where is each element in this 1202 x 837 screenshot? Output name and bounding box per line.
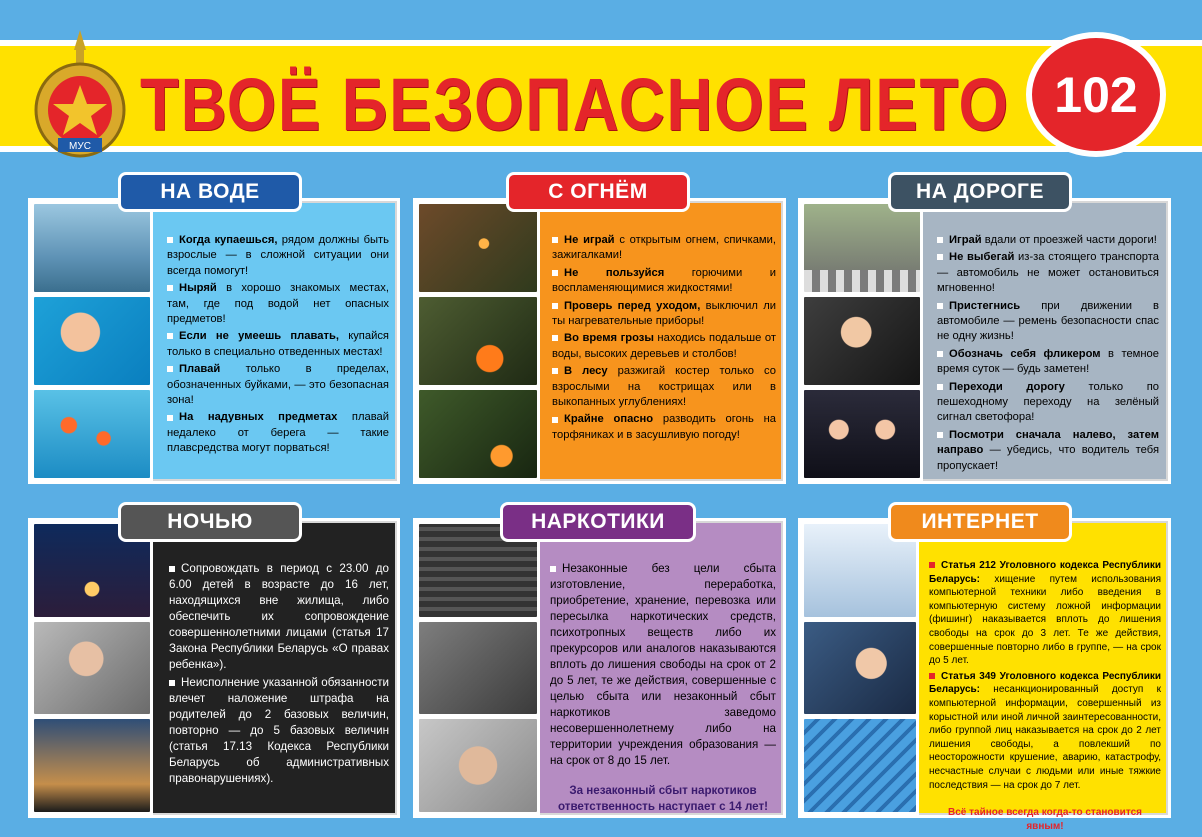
night-rule [169,561,389,673]
water-rule [167,329,389,360]
water-rule-text: плавай недалеко от берега — такие плавсредства могут порваться! [167,411,389,455]
bullet-icon [552,237,558,243]
tab-drugs: НАРКОТИКИ [500,502,696,542]
fire-rule-bold: Не пользуйся [564,266,665,279]
internet-note: Всё тайное всегда когда-то становится явным! [948,807,1142,832]
fire-rule-bold: Крайне опасно [564,413,654,426]
drugs-note: За незаконный сбыт наркотиков ответственность наступает с 14 лет! [557,784,768,813]
photo-flicker-children [804,390,920,478]
road-rule-text: в темное время суток — будь заметен! [937,347,1159,376]
tab-fire: С ОГНЁМ [506,172,690,212]
road-rule-bold: Пристегнись [949,299,1021,312]
water-rule-text: только в пределах, обозначенных буйками, — это безопасная зона! [167,363,389,407]
bullet-icon [552,303,558,309]
bullet-icon [552,417,558,423]
photo-children-pool [34,297,150,385]
road-rule-bold: Играй [949,234,982,246]
fire-rule-text: выключил ли ты нагревательные приборы! [552,299,777,328]
tab-night: НОЧЬЮ [118,502,302,542]
water-rule-bold: Плавай [179,363,221,376]
bullet-icon [550,566,556,572]
bullet-icon [167,333,173,339]
night-rule-text: Неисполнение указанной обязанности влечет наложение штрафа на родителей до 2 базовых величин, повторно — до 5 базовых величин (статья 17.13 Кодекса Республики Беларусь об административных правонарушениях). [169,676,389,785]
road-rule [937,299,1159,345]
road-rule [937,380,1159,426]
panel-road [798,198,1171,484]
water-rule [167,233,389,279]
fire-rule-text: горючими и воспламеняющимися жидкостями! [552,266,776,295]
panel-night [28,518,400,818]
water-rule-text: рядом должны быть взрослые — в сложной ситуации они всегда помогут! [167,234,389,277]
road-rules [937,233,1159,476]
bullet-icon [937,303,943,309]
internet-rules [929,559,1161,835]
water-rule-bold: Когда купаешься, [179,234,278,246]
photo-handcuffs [419,719,537,812]
photo-crosswalk [804,204,920,292]
fire-rule-text: разводить огонь на торфяниках и в засушливую погоду! [552,413,776,441]
water-rules [167,233,389,459]
internet-rule-bold: Статья 349 Уголовного кодекса Республики Беларусь: [929,670,1161,696]
fire-rule-text: находись подальше от воды, высоких деревьев и столбов! [552,332,776,360]
internet-rule-bold: Статья 212 Уголовного кодекса Республики Беларусь: [929,560,1161,585]
photo-campfire-children [419,297,537,385]
bullet-icon [937,351,943,357]
photo-boy-matches [419,204,537,292]
tab-internet: ИНТЕРНЕТ [888,502,1072,542]
bullet-icon [167,366,173,372]
bullet-icon [167,237,173,243]
bullet-icon [929,673,935,679]
water-rule-bold: Ныряй [179,282,217,295]
water-rule-text: купайся только в специально отведенных местах! [167,330,389,358]
bullet-icon [929,562,935,568]
photo-forest-fire [419,390,537,478]
water-rule [167,362,389,408]
road-rule-text: — убедись, что водитель тебя пропускает! [937,444,1159,472]
bullet-icon [937,237,943,243]
bullet-icon [552,368,558,374]
night-rule-text: Сопровождать в период с 23.00 до 6.00 детей в возрасте до 16 лет, находящихся вне жилища, либо обеспечить их сопровождение совершеннолетними лицами (статья 17 Закона Республики Беларусь «О правах ребенка»). [169,562,389,671]
emergency-number-badge: 102 [1026,32,1166,157]
fire-rule-bold: Во время грозы [564,332,654,345]
road-rule [937,428,1159,474]
road-rule-text: только по пешеходному переходу на зелёный сигнал светофора! [937,380,1159,424]
photo-buoys [34,390,150,478]
fire-rule-text: разжигай костер только со взрослыми на кострищах или в выкопанных углублениях! [552,365,776,409]
drugs-rule-text: Незаконные без цели сбыта изготовление, переработка, приобретение, хранение, перевозка или пересылка наркотических средств, психотропных веществ либо их прекурсоров или аналогов наказываются вплоть до лишения свободы на срок от 2 до 5 лет, те же действия, совершенные с целью сбыта или незаконный сбыт наркотиков заведомо несовершеннолетнему либо на территории учреждения образования — на срок от 8 до 15 лет. [550,562,776,767]
road-rule-bold: Переходи дорогу [949,380,1065,393]
bullet-icon [552,335,558,341]
fire-rule-bold: Не играй [564,234,615,246]
bullet-icon [169,566,175,572]
road-rule-text: из-за стоящего транспорта — автомобиль не может остановиться мгновенно! [937,251,1159,295]
road-rule-bold: Обозначь себя фликером [949,347,1101,360]
fire-rule [552,364,776,410]
fire-rule [552,412,776,443]
emblem-label: МУС [69,141,91,152]
road-rule-bold: Посмотри сначала налево, затем направо [937,428,1159,457]
tab-water: НА ВОДЕ [118,172,302,212]
drugs-rules [550,561,776,817]
road-rule [937,233,1159,248]
panel-internet [798,518,1171,832]
internet-rule-text: хищение путем использования компьютерной техники либо введения в компьютерную систему ложной информации (фишинг) наказывается вплоть до лишения свободы на срок до 3 лет. Те же действия, совершенные повторно либо в группе, — на срок до 5 лет. [929,573,1161,667]
police-emblem [30,30,130,160]
fire-rule-text: с открытым огнем, спичками, зажигалками! [552,234,776,262]
fire-rules [552,233,776,445]
bullet-icon [937,384,943,390]
bullet-icon [169,680,175,686]
water-rule-bold: Если не умеешь плавать, [179,330,339,343]
photo-woman-watch [34,622,150,715]
fire-rule [552,299,776,330]
night-rules [169,561,389,789]
water-rule [167,410,389,456]
photo-seatbelt [804,297,920,385]
internet-rule-text: несанкционированный доступ к компьютерной информации, совершенный из корыстной или иной личной заинтересованности, либо группой лиц наказывается на срок до 2 лет лишения свободы, а повлекший по неосторожности крушение, аварию, катастрофу, несчастные случаи с людьми или иные тяжкие последствия — на срок до 7 лет. [929,684,1161,791]
panel-drugs [413,518,786,818]
bullet-icon [167,415,173,421]
page-title: ТВОЁ БЕЗОПАСНОЕ ЛЕТО [140,63,1010,146]
fire-rule-bold: Проверь перед уходом, [564,299,701,312]
fire-rule [552,266,776,297]
road-rule [937,347,1159,378]
fire-rule [552,331,776,362]
photo-night-silhouettes [34,719,150,812]
fire-rule-bold: В лесу [564,365,608,378]
photo-drug-deal [419,622,537,715]
water-rule-text: в хорошо знакомых местах, там, где под водой нет опасных предметов! [167,282,389,326]
tab-road: НА ДОРОГЕ [888,172,1072,212]
road-rule [937,250,1159,296]
internet-rule [929,559,1161,668]
panel-fire [413,198,786,484]
road-rule-text: вдали от проезжей части дороги! [981,234,1157,246]
night-rule [169,675,389,787]
water-rule [167,281,389,327]
photo-boy-computer [804,622,916,715]
internet-rule [929,670,1161,792]
panel-water [28,198,400,484]
road-rule-text: при движении в автомобиле — ремень безопасности спас не одну жизнь! [937,299,1159,343]
bullet-icon [937,432,943,438]
bullet-icon [552,270,558,276]
road-rule-bold: Не выбегай [949,251,1015,264]
bullet-icon [167,285,173,291]
bullet-icon [937,254,943,260]
drugs-rule [550,561,776,769]
water-rule-bold: На надувных предметах [179,411,338,424]
photo-keyboard-blue [804,719,916,812]
fire-rule [552,233,776,264]
photo-diving-boy [34,204,150,292]
